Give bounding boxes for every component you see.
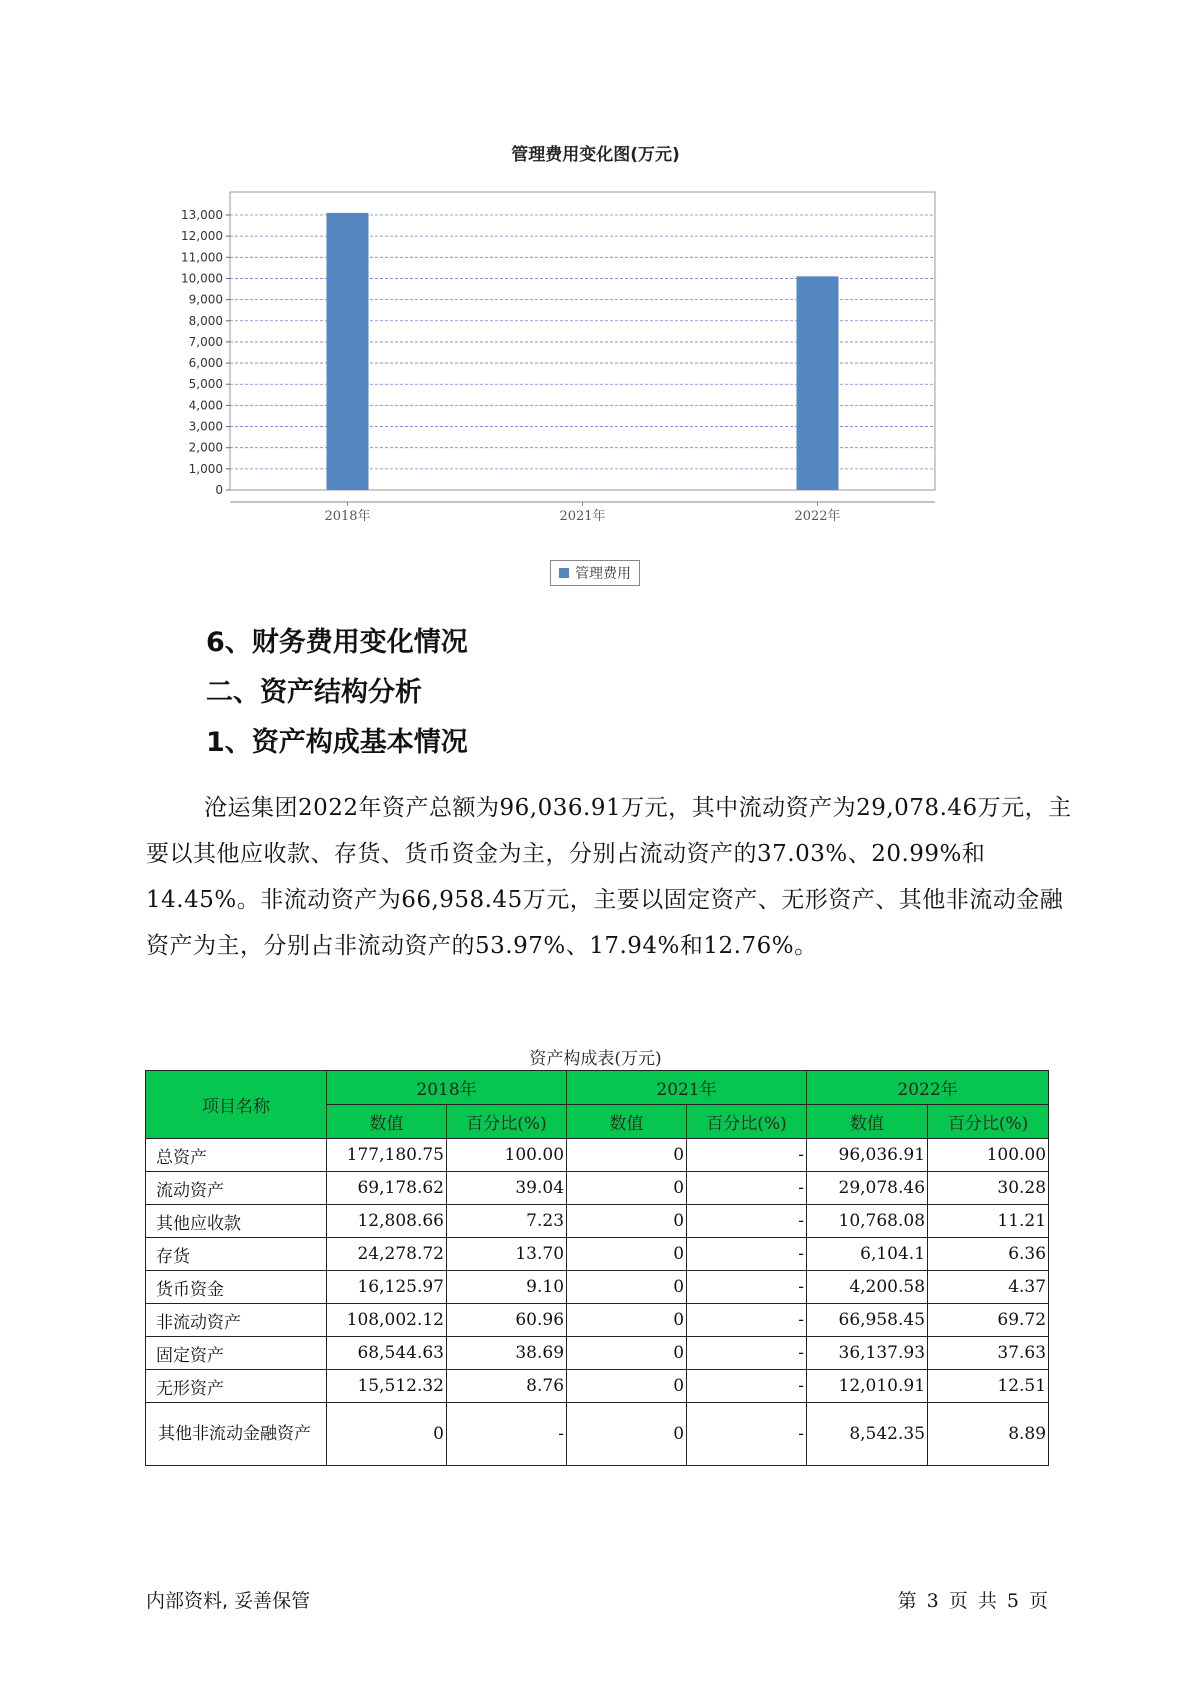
value-2018-cell: 16,125.97 xyxy=(327,1271,447,1304)
value-2022-cell: 66,958.45 xyxy=(807,1304,928,1337)
y-tick-label: 6,000 xyxy=(188,356,223,371)
value-2022-cell: 4,200.58 xyxy=(807,1271,928,1304)
table-row xyxy=(146,1304,1049,1337)
x-tick-label: 2022年 xyxy=(794,509,841,524)
percent-2021-cell: - xyxy=(687,1304,807,1337)
value-2022-cell: 6,104.1 xyxy=(807,1238,928,1271)
header-value: 数值 xyxy=(807,1105,928,1139)
value-2022-cell: 12,010.91 xyxy=(807,1370,928,1403)
value-2021-cell: 0 xyxy=(567,1172,687,1205)
value-2018-cell: 108,002.12 xyxy=(327,1304,447,1337)
x-tick-label: 2021年 xyxy=(559,509,606,524)
y-tick-label: 13,000 xyxy=(181,208,223,222)
header-percent: 百分比(%) xyxy=(447,1105,567,1139)
table-row xyxy=(146,1271,1049,1304)
header-percent: 百分比(%) xyxy=(687,1105,807,1139)
y-tick-label: 11,000 xyxy=(181,250,223,265)
percent-2018-cell: 9.10 xyxy=(447,1271,567,1304)
legend-label: 管理费用 xyxy=(575,566,631,582)
table-row xyxy=(146,1172,1049,1205)
value-2021-cell: 0 xyxy=(567,1238,687,1271)
value-2018-cell: 177,180.75 xyxy=(327,1139,447,1172)
item-name-cell: 货币资金 xyxy=(146,1271,327,1304)
percent-2022-cell: 37.63 xyxy=(928,1337,1049,1370)
footer-page-number: 第 3 页 共 5 页 xyxy=(897,1590,1048,1612)
value-2022-cell: 36,137.93 xyxy=(807,1337,928,1370)
percent-2018-cell: 38.69 xyxy=(447,1337,567,1370)
value-2022-cell: 96,036.91 xyxy=(807,1139,928,1172)
header-percent: 百分比(%) xyxy=(928,1105,1049,1139)
item-name-cell: 存货 xyxy=(146,1238,327,1271)
percent-2021-cell: - xyxy=(687,1238,807,1271)
value-2018-cell: 68,544.63 xyxy=(327,1337,447,1370)
y-tick-label: 9,000 xyxy=(188,292,223,307)
heading-finance-expense: 6、财务费用变化情况 xyxy=(206,627,468,658)
heading-asset-structure: 二、资产结构分析 xyxy=(206,677,422,708)
header-year-2018: 2018年 xyxy=(327,1071,567,1105)
value-2021-cell: 0 xyxy=(567,1403,687,1466)
y-tick-label: 7,000 xyxy=(188,334,223,349)
footer-confidential: 内部资料, 妥善保管 xyxy=(146,1590,311,1612)
percent-2018-cell: 100.00 xyxy=(447,1139,567,1172)
value-2022-cell: 29,078.46 xyxy=(807,1172,928,1205)
y-tick-label: 10,000 xyxy=(181,271,223,286)
item-name-cell: 固定资产 xyxy=(146,1337,327,1370)
value-2021-cell: 0 xyxy=(567,1139,687,1172)
percent-2021-cell: - xyxy=(687,1172,807,1205)
value-2021-cell: 0 xyxy=(567,1337,687,1370)
percent-2022-cell: 4.37 xyxy=(928,1271,1049,1304)
table-row xyxy=(146,1337,1049,1370)
percent-2018-cell: 13.70 xyxy=(447,1238,567,1271)
percent-2021-cell: - xyxy=(687,1370,807,1403)
value-2021-cell: 0 xyxy=(567,1271,687,1304)
percent-2022-cell: 30.28 xyxy=(928,1172,1049,1205)
table-row xyxy=(146,1370,1049,1403)
table-row xyxy=(146,1238,1049,1271)
value-2022-cell: 8,542.35 xyxy=(807,1403,928,1466)
percent-2018-cell: 7.23 xyxy=(447,1205,567,1238)
percent-2022-cell: 100.00 xyxy=(928,1139,1049,1172)
percent-2022-cell: 8.89 xyxy=(928,1403,1049,1466)
item-name-cell: 流动资产 xyxy=(146,1172,327,1205)
percent-2021-cell: - xyxy=(687,1403,807,1466)
value-2018-cell: 69,178.62 xyxy=(327,1172,447,1205)
y-tick-label: 1,000 xyxy=(188,461,223,476)
management-expense-bar-chart xyxy=(150,180,1020,555)
percent-2021-cell: - xyxy=(687,1271,807,1304)
value-2021-cell: 0 xyxy=(567,1205,687,1238)
percent-2022-cell: 69.72 xyxy=(928,1304,1049,1337)
header-year-2021: 2021年 xyxy=(567,1071,807,1105)
percent-2018-cell: - xyxy=(447,1403,567,1466)
value-2021-cell: 0 xyxy=(567,1370,687,1403)
percent-2018-cell: 60.96 xyxy=(447,1304,567,1337)
y-tick-label: 5,000 xyxy=(188,377,223,392)
y-tick-label: 8,000 xyxy=(188,313,223,328)
header-value: 数值 xyxy=(567,1105,687,1139)
y-tick-label: 12,000 xyxy=(181,229,223,244)
header-year-2022: 2022年 xyxy=(807,1071,1049,1105)
value-2018-cell: 12,808.66 xyxy=(327,1205,447,1238)
item-name-cell: 无形资产 xyxy=(146,1370,327,1403)
percent-2021-cell: - xyxy=(687,1205,807,1238)
chart-title: 管理费用变化图(万元) xyxy=(511,145,680,165)
item-name-cell: 其他非流动金融资产 xyxy=(146,1403,327,1466)
percent-2018-cell: 8.76 xyxy=(447,1370,567,1403)
bar-0 xyxy=(327,213,369,490)
legend-swatch xyxy=(559,568,569,578)
heading-asset-composition: 1、资产构成基本情况 xyxy=(206,727,468,758)
item-name-cell: 非流动资产 xyxy=(146,1304,327,1337)
header-item-name: 项目名称 xyxy=(146,1071,327,1139)
table-row xyxy=(146,1205,1049,1238)
y-tick-label: 0 xyxy=(215,483,223,497)
item-name-cell: 总资产 xyxy=(146,1139,327,1172)
percent-2021-cell: - xyxy=(687,1139,807,1172)
table-row xyxy=(146,1403,1049,1466)
value-2021-cell: 0 xyxy=(567,1304,687,1337)
percent-2018-cell: 39.04 xyxy=(447,1172,567,1205)
bar-2 xyxy=(797,276,839,490)
chart-legend xyxy=(550,560,640,586)
asset-summary-paragraph: 沧运集团2022年资产总额为96,036.91万元，其中流动资产为29,078.46万元，主要以其他应收款、存货、货币资金为主，分别占流动资产的37.03%、20.99%和14.45%。非流动资产为66,958.45万元，主要以固定资产、无形资产、其他非流动金融资产为主，分别占非流动资产的53.97%、17.94%和12.76%。 xyxy=(146,795,1072,959)
y-tick-label: 3,000 xyxy=(188,419,223,434)
percent-2022-cell: 12.51 xyxy=(928,1370,1049,1403)
x-tick-label: 2018年 xyxy=(324,509,371,524)
table-body xyxy=(146,1139,1049,1466)
table-row xyxy=(146,1139,1049,1172)
item-name-cell: 其他应收款 xyxy=(146,1205,327,1238)
value-2018-cell: 24,278.72 xyxy=(327,1238,447,1271)
header-value: 数值 xyxy=(327,1105,447,1139)
asset-composition-table xyxy=(145,1070,1049,1466)
table-caption: 资产构成表(万元) xyxy=(529,1049,662,1069)
value-2022-cell: 10,768.08 xyxy=(807,1205,928,1238)
value-2018-cell: 0 xyxy=(327,1403,447,1466)
y-tick-label: 4,000 xyxy=(188,398,223,413)
percent-2021-cell: - xyxy=(687,1337,807,1370)
y-tick-label: 2,000 xyxy=(188,440,223,455)
percent-2022-cell: 11.21 xyxy=(928,1205,1049,1238)
value-2018-cell: 15,512.32 xyxy=(327,1370,447,1403)
percent-2022-cell: 6.36 xyxy=(928,1238,1049,1271)
